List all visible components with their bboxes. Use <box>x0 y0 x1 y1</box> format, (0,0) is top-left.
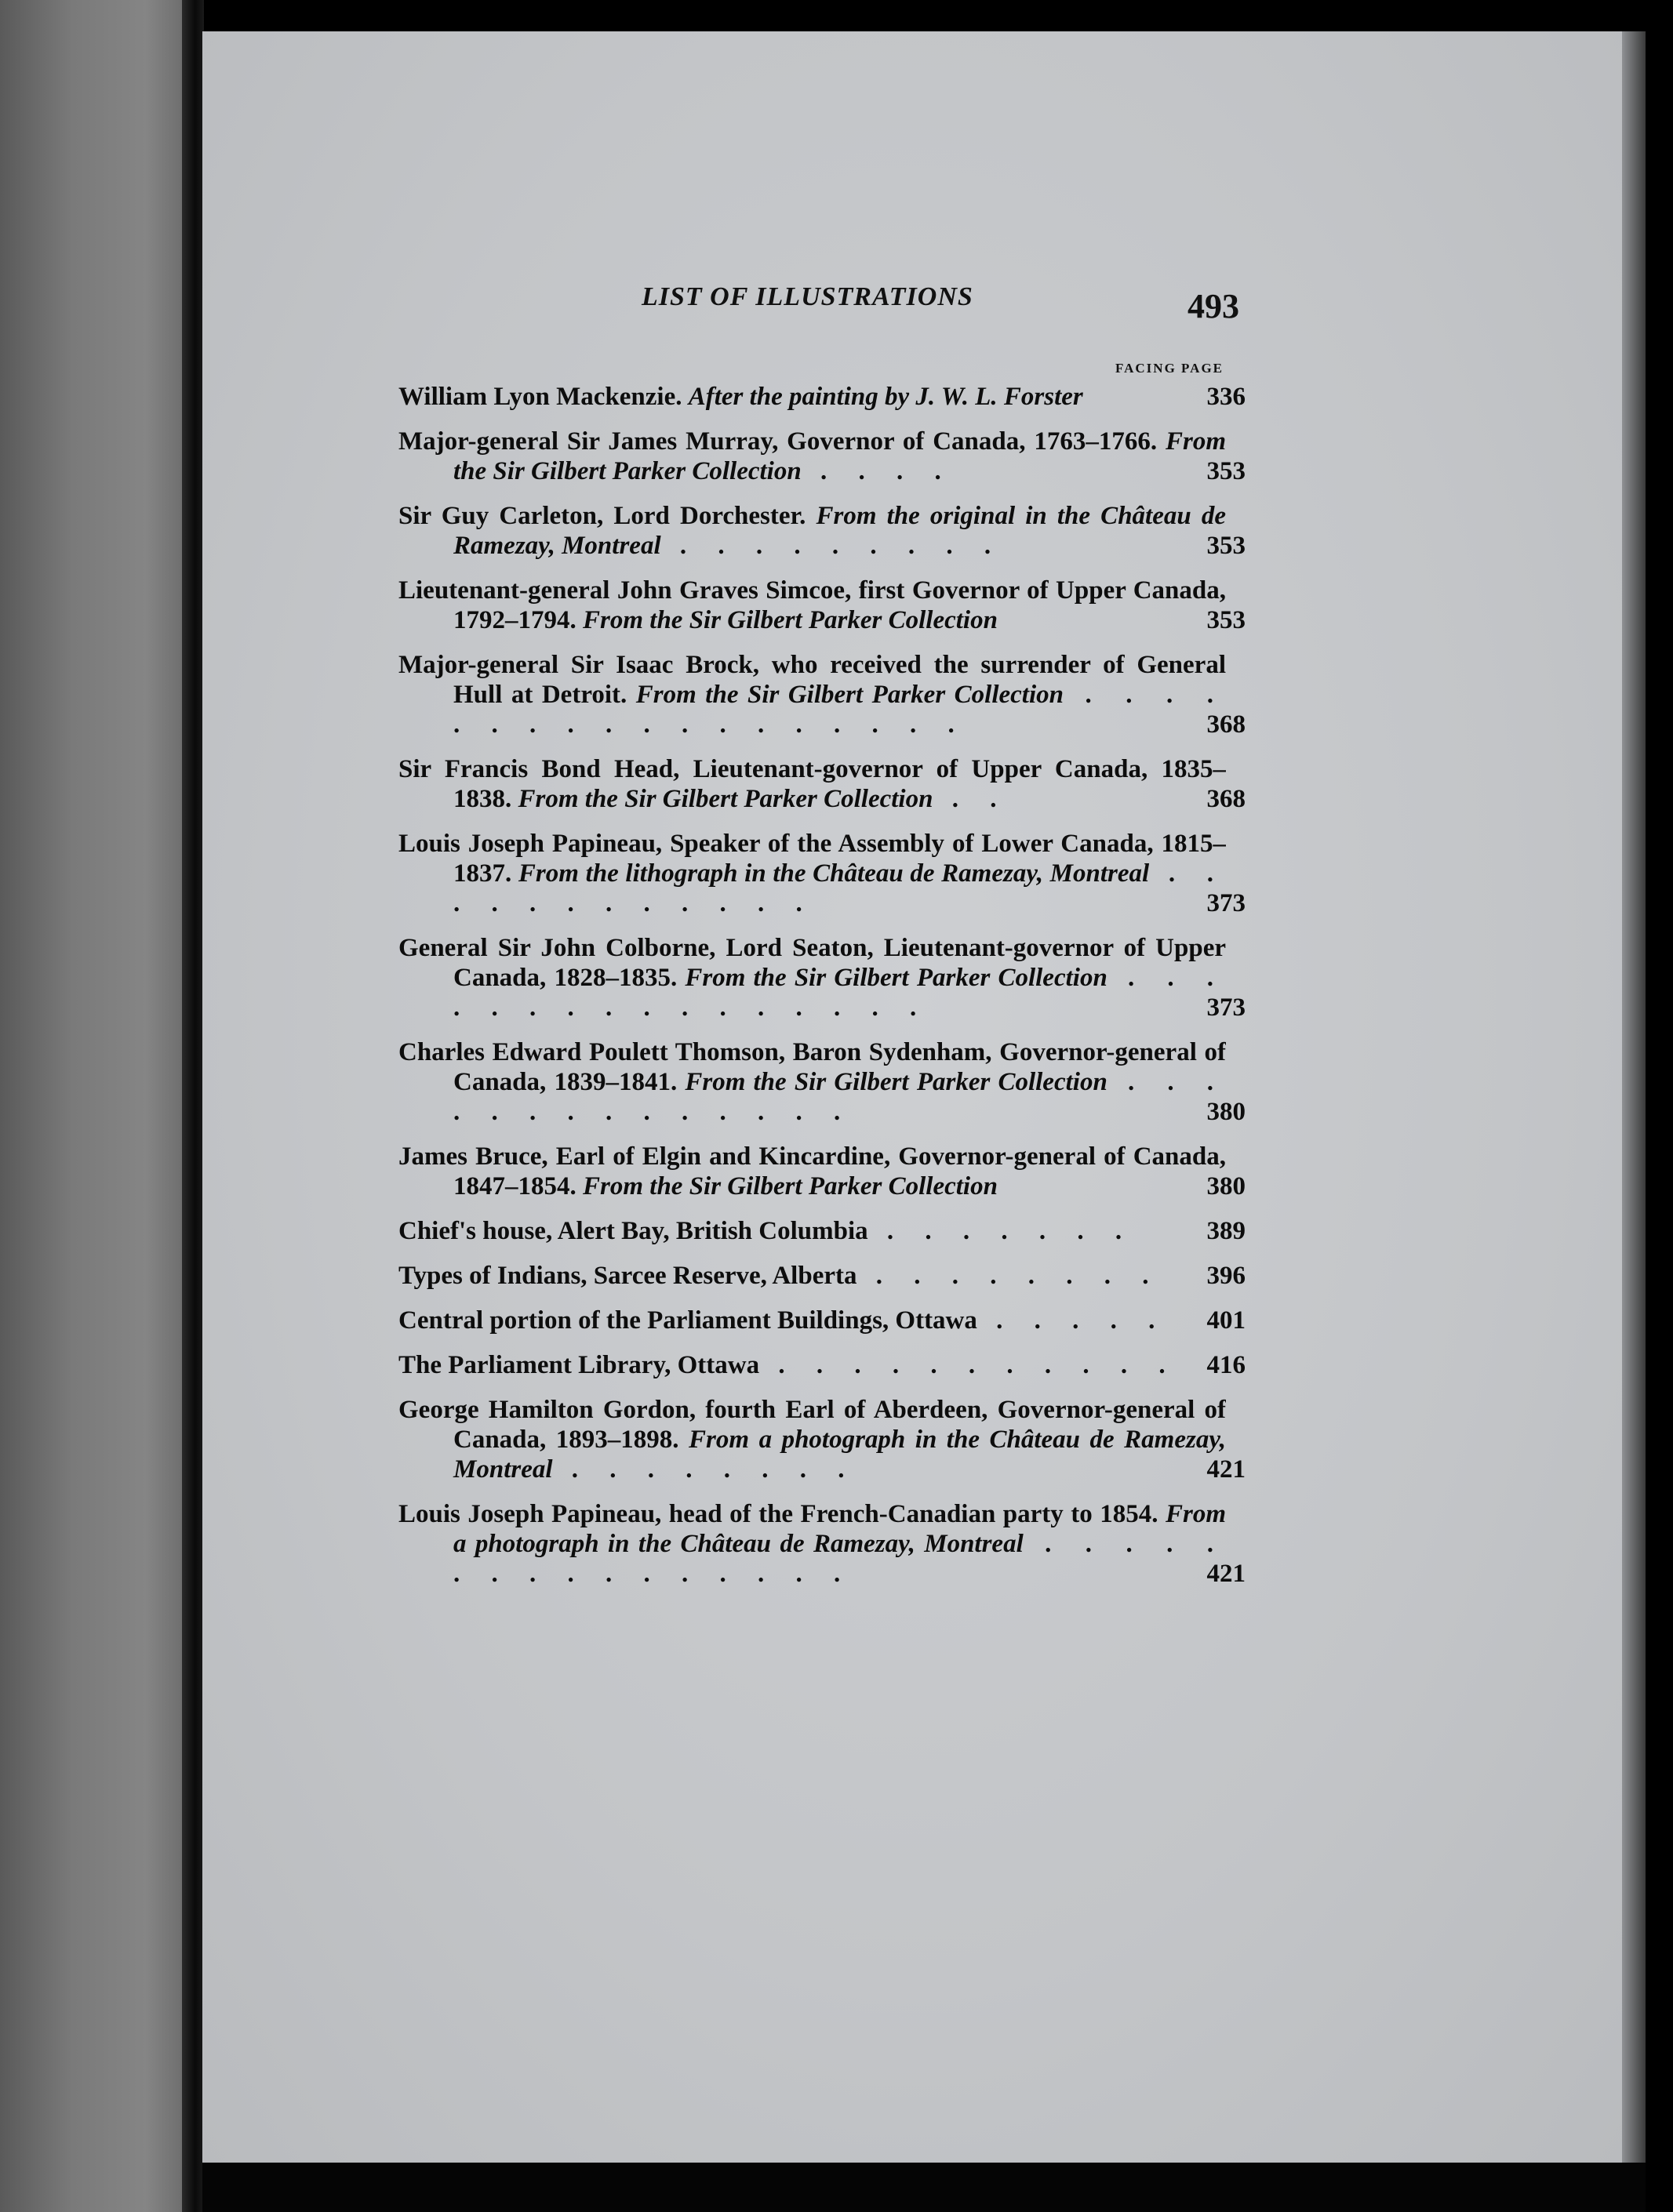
entry-title: Sir Guy Carleton, Lord Dorchester. <box>398 502 816 530</box>
dot-leader: . . . . . . . <box>867 1217 1135 1245</box>
list-item <box>398 1261 1246 1291</box>
facing-page-number: 396 <box>1206 1262 1246 1290</box>
dot-leader: . . . . . . . . . . . . . . <box>453 1068 1226 1126</box>
list-item <box>398 650 1246 739</box>
entry-title: Lieutenant-general John Graves Simcoe, first Governor of Upper Canada, 1792–1794. <box>398 576 1226 634</box>
page-number: 493 <box>1187 287 1239 325</box>
facing-page-number: 373 <box>1206 889 1246 917</box>
dot-leader: . . . . . . . . <box>552 1455 857 1484</box>
dot-leader: . . <box>933 785 1009 813</box>
facing-page-number: 401 <box>1206 1306 1246 1335</box>
facing-page-number: 421 <box>1206 1455 1246 1484</box>
list-item <box>398 501 1246 561</box>
facing-page-number: 368 <box>1206 710 1246 739</box>
entry-title: The Parliament Library, Ottawa <box>398 1351 760 1379</box>
entry-source: After the painting by J. W. L. Forster <box>688 383 1083 411</box>
entry-title: Chief's house, Alert Bay, British Columbia <box>398 1217 868 1245</box>
list-item <box>398 1395 1246 1484</box>
running-head: LIST OF ILLUSTRATIONS <box>642 282 973 311</box>
facing-page-number: 353 <box>1206 606 1246 634</box>
illustrations-list <box>398 382 1246 1589</box>
facing-page-number: 416 <box>1206 1351 1246 1379</box>
page-right-edge <box>1622 31 1646 2163</box>
entry-source: From the Sir Gilbert Parker Collection <box>583 1172 998 1200</box>
entry-title: Charles Edward Poulett Thomson, Baron Sydenham, Governor-general of Canada, 1839–1841. <box>398 1038 1226 1096</box>
dot-leader: . . . . . . . . . . . . <box>453 859 1226 917</box>
list-item <box>398 1499 1246 1589</box>
list-item <box>398 382 1246 412</box>
dot-leader: . . . . . . . . <box>857 1262 1162 1290</box>
list-item <box>398 1142 1246 1201</box>
entry-title: Sir Francis Bond Head, Lieutenant-governor of Upper Canada, 1835–1838. <box>398 755 1226 813</box>
dot-leader: . . . . . . . . . . . <box>759 1351 1178 1379</box>
facing-page-number: 368 <box>1206 785 1246 813</box>
dot-leader: . . . . <box>801 457 954 485</box>
facing-page-label: FACING PAGE <box>1115 361 1224 376</box>
list-item <box>398 1306 1246 1335</box>
entry-source: From the Sir Gilbert Parker Collection <box>685 964 1107 992</box>
entry-title: Louis Joseph Papineau, Speaker of the Assembly of Lower Canada, 1815–1837. <box>398 830 1226 888</box>
facing-page-number: 421 <box>1206 1560 1246 1588</box>
entry-source: From a photograph in the Château de Ramezay, Montreal <box>453 1500 1226 1558</box>
entry-title: James Bruce, Earl of Elgin and Kincardine, Governor-general of Canada, 1847–1854. <box>398 1142 1226 1200</box>
facing-page-number: 353 <box>1206 532 1246 560</box>
facing-page-number: 380 <box>1206 1172 1246 1200</box>
entry-title: Louis Joseph Papineau, head of the French-Canadian party to 1854. <box>398 1500 1166 1528</box>
list-item <box>398 1216 1246 1246</box>
facing-page-number: 336 <box>1206 383 1246 411</box>
dot-leader: . . . . . . . . . . . . . . . . <box>453 964 1226 1022</box>
entry-title: Major-general Sir Isaac Brock, who received the surrender of General Hull at Detroit. <box>398 651 1226 709</box>
entry-source: From the Sir Gilbert Parker Collection <box>583 606 998 634</box>
dot-leader: . . . . . <box>977 1306 1168 1335</box>
entry-title: Major-general Sir James Murray, Governor of Canada, 1763–1766. <box>398 427 1166 456</box>
entry-source: From the Sir Gilbert Parker Collection <box>453 427 1226 485</box>
entry-source: From the Sir Gilbert Parker Collection <box>635 681 1064 709</box>
facing-page-number: 389 <box>1206 1217 1246 1245</box>
entry-title: General Sir John Colborne, Lord Seaton, Lieutenant-governor of Upper Canada, 1828–1835. <box>398 934 1226 992</box>
dot-leader: . . . . . . . . . . . . . . . . . . <box>453 681 1226 739</box>
entry-title: George Hamilton Gordon, fourth Earl of Aberdeen, Governor-general of Canada, 1893–1898. <box>398 1396 1226 1454</box>
dot-leader: . . . . . . . . . . . . . . . . <box>453 1530 1226 1588</box>
list-item <box>398 576 1246 635</box>
entry-source: From the Sir Gilbert Parker Collection <box>685 1068 1107 1096</box>
list-item <box>398 1037 1246 1127</box>
entry-source: From the original in the Château de Ramezay, Montreal <box>453 502 1226 560</box>
list-item <box>398 427 1246 486</box>
list-item <box>398 829 1246 918</box>
scan-bottom-border <box>202 2163 1646 2212</box>
entry-source: From a photograph in the Château de Ramezay, Montreal <box>453 1426 1226 1484</box>
facing-page-number: 353 <box>1206 457 1246 485</box>
list-item <box>398 933 1246 1022</box>
entry-source: From the Sir Gilbert Parker Collection <box>518 785 933 813</box>
entry-title: Types of Indians, Sarcee Reserve, Alberta <box>398 1262 857 1290</box>
list-item <box>398 1350 1246 1380</box>
entry-title: Central portion of the Parliament Buildings, Ottawa <box>398 1306 977 1335</box>
dot-leader: . . . . . . . . . <box>660 532 1004 560</box>
book-gutter <box>182 0 204 2212</box>
facing-page-edge <box>0 0 182 2212</box>
facing-page-number: 380 <box>1206 1098 1246 1126</box>
list-item <box>398 754 1246 814</box>
facing-page-number: 373 <box>1206 993 1246 1022</box>
entry-source: From the lithograph in the Château de Ramezay, Montreal <box>518 859 1150 888</box>
entry-title: William Lyon Mackenzie. <box>398 383 689 411</box>
